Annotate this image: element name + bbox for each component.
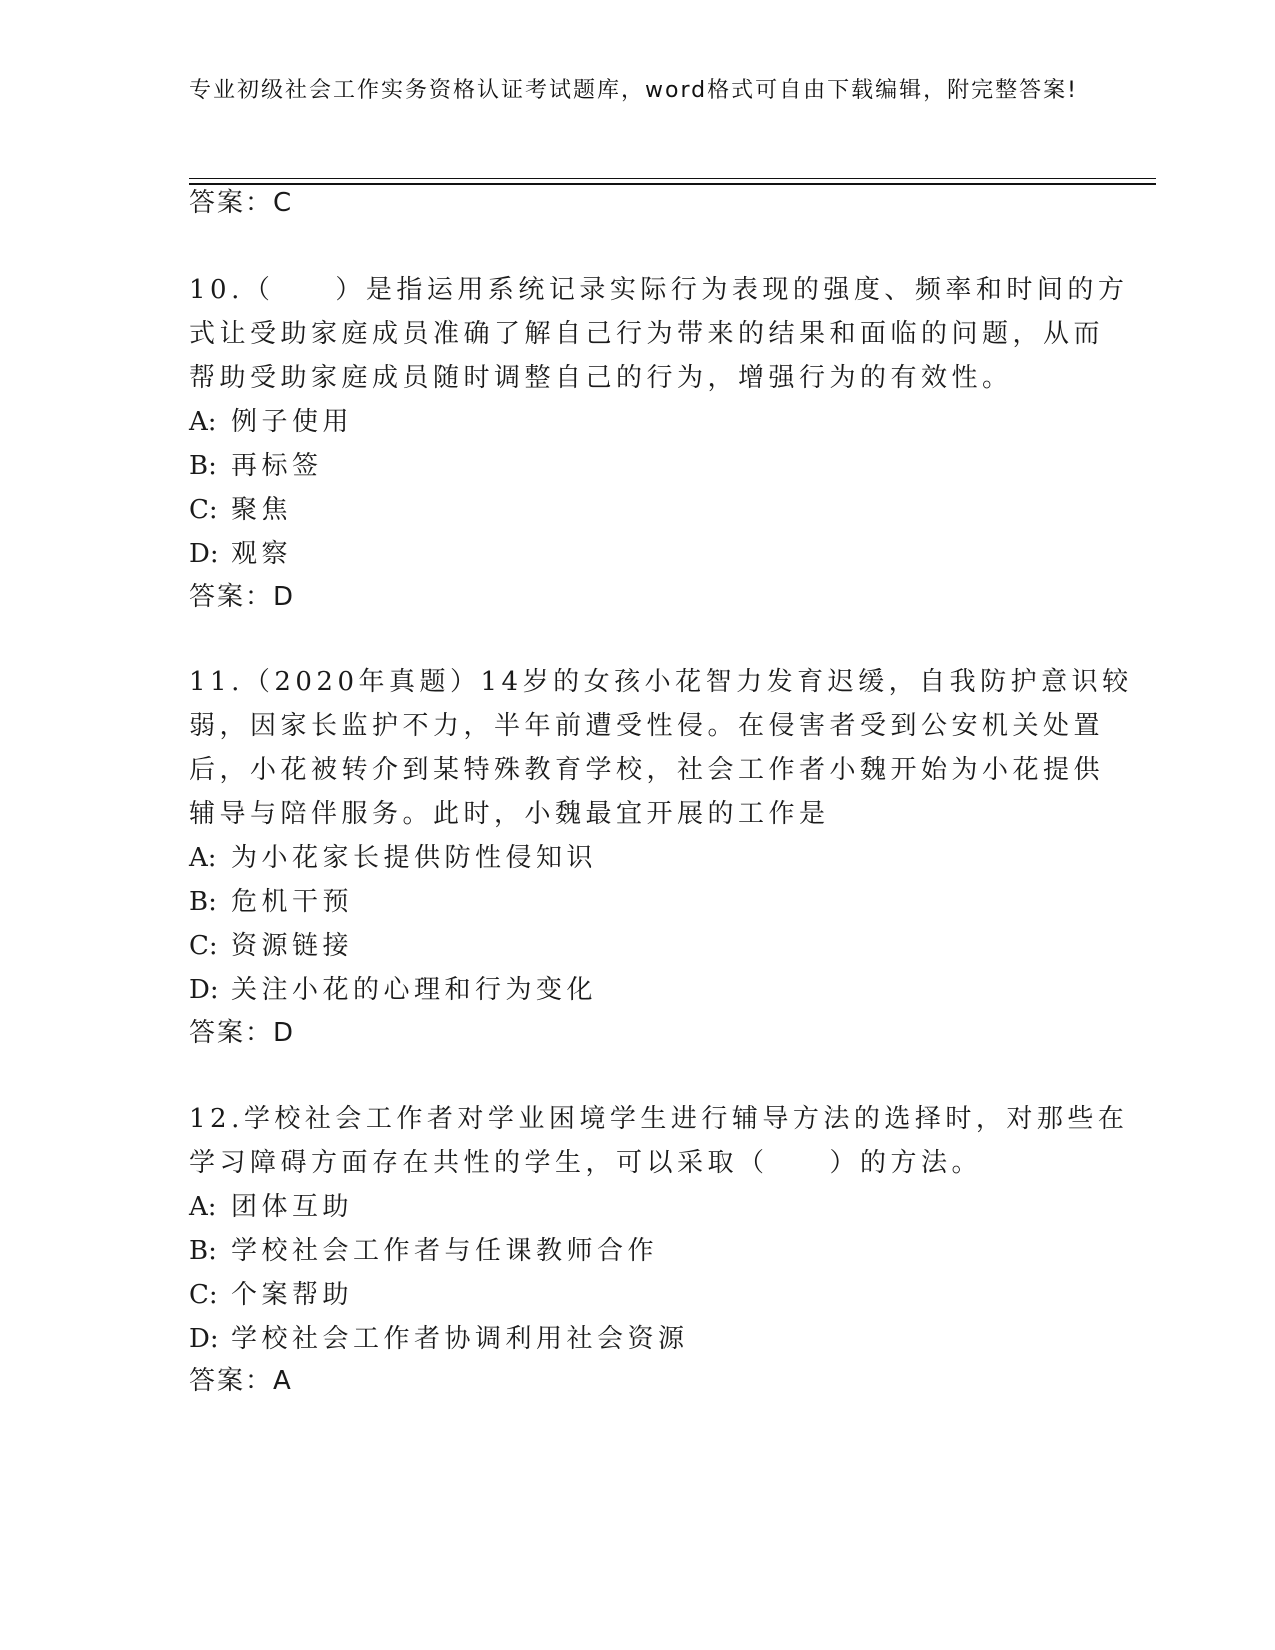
option-letter: C: xyxy=(189,495,218,525)
previous-answer: 答案：C xyxy=(189,188,294,218)
question-12-option-c xyxy=(189,1278,353,1312)
option-letter: C: xyxy=(189,1280,218,1310)
question-11-option-a xyxy=(189,841,597,875)
option-letter: A: xyxy=(189,1192,217,1222)
option-text: 为小花家长提供防性侵知识 xyxy=(231,843,598,873)
question-12-line-1: 12.学校社会工作者对学业困境学生进行辅导方法的选择时，对那些在 xyxy=(189,1104,1129,1134)
question-11-line-1: 11.（2020年真题）14岁的女孩小花智力发育迟缓，自我防护意识较 xyxy=(189,667,1133,697)
question-11-answer: 答案：D xyxy=(189,1018,296,1048)
question-10-option-d xyxy=(189,537,292,571)
page-header: 专业初级社会工作实务资格认证考试题库，word格式可自由下载编辑，附完整答案! xyxy=(189,78,1078,103)
question-11-option-d xyxy=(189,973,597,1007)
question-11-line-3: 后，小花被转介到某特殊教育学校，社会工作者小魏开始为小花提供 xyxy=(189,755,1105,785)
option-letter: B: xyxy=(189,887,217,917)
option-text: 再标签 xyxy=(231,451,323,481)
option-letter: D: xyxy=(189,539,219,569)
option-letter: D: xyxy=(189,1324,219,1354)
question-11-option-c xyxy=(189,929,353,963)
option-text: 个案帮助 xyxy=(231,1280,354,1310)
question-11-line-2: 弱，因家长监护不力，半年前遭受性侵。在侵害者受到公安机关处置 xyxy=(189,711,1105,741)
option-text: 危机干预 xyxy=(231,887,354,917)
question-10-answer: 答案：D xyxy=(189,582,296,612)
header-divider-thick xyxy=(189,183,1156,185)
option-text: 学校社会工作者协调利用社会资源 xyxy=(231,1324,689,1354)
option-text: 例子使用 xyxy=(231,407,354,437)
header-divider xyxy=(189,178,1156,179)
question-12-option-d xyxy=(189,1322,689,1356)
option-text: 观察 xyxy=(231,539,293,569)
option-letter: B: xyxy=(189,1236,217,1266)
question-10-line-2: 式让受助家庭成员准确了解自己行为带来的结果和面临的问题，从而 xyxy=(189,319,1105,349)
question-11-option-b xyxy=(189,885,353,919)
question-10-option-b xyxy=(189,449,323,483)
question-10-option-c xyxy=(189,493,292,527)
question-12-line-2: 学习障碍方面存在共性的学生，可以采取（ ）的方法。 xyxy=(189,1148,983,1178)
question-10-option-a xyxy=(189,405,353,439)
option-text: 团体互助 xyxy=(231,1192,354,1222)
question-12-option-a xyxy=(189,1190,353,1224)
question-10-line-3: 帮助受助家庭成员随时调整自己的行为，增强行为的有效性。 xyxy=(189,363,1013,393)
option-letter: C: xyxy=(189,931,218,961)
option-text: 关注小花的心理和行为变化 xyxy=(231,975,598,1005)
option-text: 学校社会工作者与任课教师合作 xyxy=(231,1236,659,1266)
question-12-option-b xyxy=(189,1234,658,1268)
question-12-answer: 答案：A xyxy=(189,1366,293,1396)
option-text: 资源链接 xyxy=(231,931,354,961)
option-text: 聚焦 xyxy=(231,495,293,525)
question-11-line-4: 辅导与陪伴服务。此时，小魏最宜开展的工作是 xyxy=(189,799,830,829)
question-10-line-1: 10.（ ）是指运用系统记录实际行为表现的强度、频率和时间的方 xyxy=(189,275,1129,305)
option-letter: B: xyxy=(189,451,217,481)
option-letter: D: xyxy=(189,975,219,1005)
option-letter: A: xyxy=(189,407,217,437)
option-letter: A: xyxy=(189,843,217,873)
